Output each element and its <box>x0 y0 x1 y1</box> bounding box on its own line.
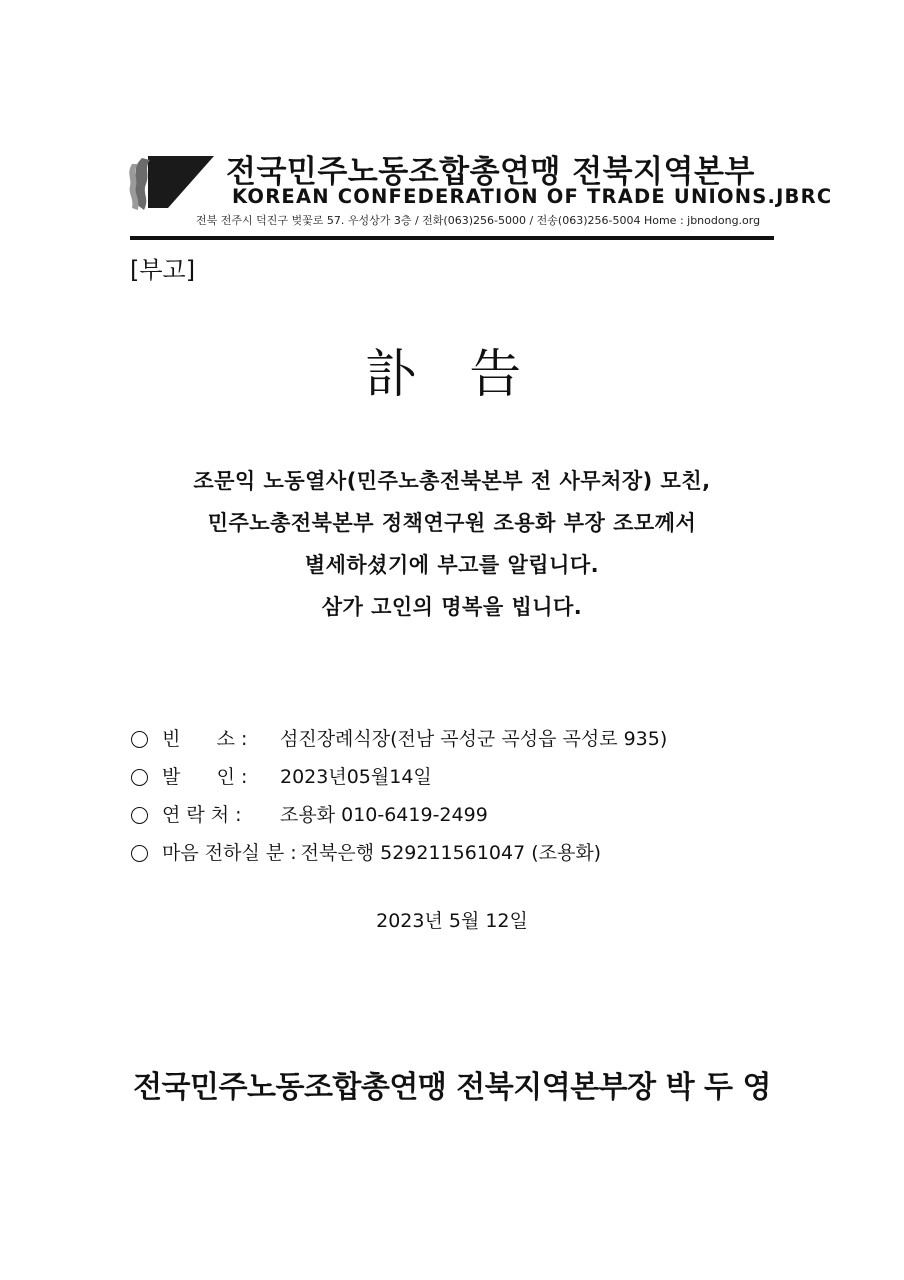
org-name-korean: 전국민주노동조합총연맹 전북지역본부 <box>226 154 755 190</box>
org-name-english: KOREAN CONFEDERATION OF TRADE UNIONS.JBRC <box>232 185 833 208</box>
header-divider <box>130 236 774 240</box>
detail-value: 전북은행 529211561047 (조용화) <box>300 842 602 864</box>
message-line: 조문익 노동열사(민주노총전북본부 전 사무처장) 모친, <box>193 469 711 493</box>
detail-label: 발 인 : <box>162 766 248 788</box>
detail-row-funeral-hall <box>131 720 831 758</box>
detail-value: 조용화 010-6419-2499 <box>280 804 488 826</box>
funeral-details <box>131 720 831 872</box>
contact-info: 전북 전주시 덕진구 벚꽃로 57. 우성상가 3층 / 전화(063)256-5000 / 전송(063)256-5004 Home : jbnodong.org <box>196 214 761 227</box>
detail-label: 연 락 처 : <box>162 804 242 826</box>
circle-bullet-icon <box>131 807 148 824</box>
document-date: 2023년 5월 12일 <box>376 910 528 932</box>
message-line: 민주노총전북본부 정책연구원 조용화 부장 조모께서 <box>207 511 697 535</box>
signature: 전국민주노동조합총연맹 전북지역본부장 박 두 영 <box>133 1070 771 1105</box>
kctu-logo <box>128 150 214 216</box>
detail-row-condolence-account <box>131 834 831 872</box>
detail-value: 2023년05월14일 <box>280 766 432 788</box>
announcement-message <box>0 460 904 628</box>
detail-row-contact <box>131 796 831 834</box>
message-line: 삼가 고인의 명복을 빕니다. <box>321 595 583 619</box>
detail-label: 마음 전하실 분 : <box>162 842 297 864</box>
message-line: 별세하셨기에 부고를 알립니다. <box>304 553 600 577</box>
circle-bullet-icon <box>131 769 148 786</box>
document-title: 訃 告 <box>364 345 540 405</box>
document-tag: [부고] <box>130 256 196 284</box>
detail-value: 섬진장례식장(전남 곡성군 곡성읍 곡성로 935) <box>280 728 668 750</box>
detail-row-departure <box>131 758 831 796</box>
circle-bullet-icon <box>131 731 148 748</box>
circle-bullet-icon <box>131 845 148 862</box>
detail-label: 빈 소 : <box>162 728 248 750</box>
